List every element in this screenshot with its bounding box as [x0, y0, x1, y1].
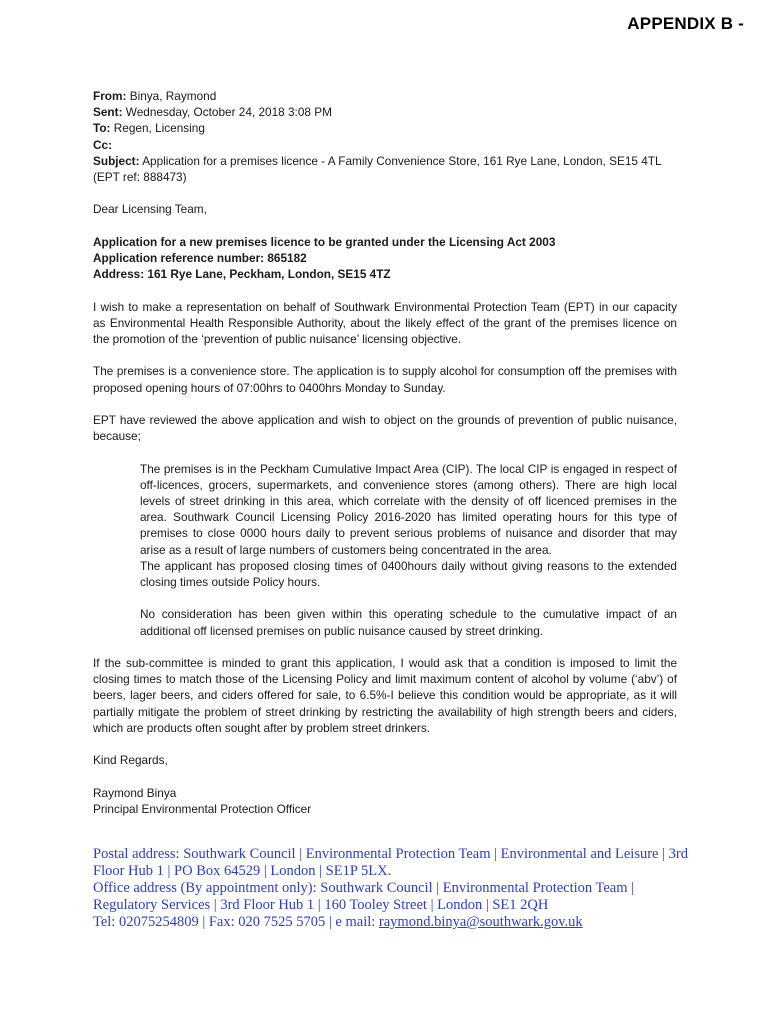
- signature-title: Principal Environmental Protection Officer: [93, 801, 312, 816]
- tel-fax: Tel: 02075254809 | Fax: 020 7525 5705 | e mail:: [93, 914, 379, 930]
- application-reference: Application reference number: 865182: [93, 251, 307, 265]
- from-value: Binya, Raymond: [129, 89, 217, 103]
- body-paragraph-3: EPT have reviewed the above application and wish to object on the grounds of prevention of public nuisance, because;: [93, 412, 677, 444]
- letter-content: [93, 88, 677, 817]
- cc-line: [93, 137, 677, 153]
- application-title: Application for a new premises licence to be granted under the Licensing Act 2003: [93, 234, 556, 249]
- sent-label: Sent:: [93, 105, 123, 120]
- tel-fax-line: [93, 914, 693, 931]
- objection-point-1: The premises is in the Peckham Cumulative Impact Area (CIP). The local CIP is engaged in respect of off-licences, grocers, supermarkets, and convenience stores (among others). There are high local levels of street drinking in this area, which correlate with the density of off licenced premises in the area. Southwark Council Licensing Policy 2016-2020 has limited operating hours for this type of premises to close 0000 hours daily to prevent serious problems of nuisance and disorder that may arise as a result of large numbers of customers being concentrated in the area.: [140, 461, 677, 557]
- subject-label: Subject:: [93, 153, 140, 168]
- postal-address: Postal address: Southwark Council | Environmental Protection Team | Environmental and Leisure | 3rd Floor Hub 1 | PO Box 64529 | London | SE1P 5LX.: [93, 846, 688, 879]
- from-line: [93, 88, 677, 104]
- email-header: [93, 88, 677, 185]
- closing: Kind Regards,: [93, 753, 168, 768]
- appendix-heading: APPENDIX B -: [627, 14, 744, 33]
- objection-point-3: No consideration has been given within this operating schedule to the cumulative impact of an additional off licensed premises on public nuisance caused by street drinking.: [140, 607, 677, 638]
- contact-footer: [93, 846, 693, 931]
- sent-line: [93, 104, 677, 120]
- greeting: Dear Licensing Team,: [93, 202, 207, 217]
- sent-value: Wednesday, October 24, 2018 3:08 PM: [125, 105, 332, 120]
- body-paragraph-4: If the sub-committee is minded to grant this application, I would ask that a condition is imposed to limit the closing times to match those of the Licensing Policy and limit maximum content of alcohol by volume (‘abv’) of beers, lager beers, and ciders offered for sale, to 6.5%-I believe this condition would be appropriate, as it will partially mitigate the problem of street drinking by restricting the availability of high strength beers and ciders, which are products often sought after by problem street drinkers.: [93, 655, 677, 735]
- objection-points: [140, 461, 677, 639]
- objection-point-2: The applicant has proposed closing times of 0400hours daily without giving reasons to the extended closing times outside Policy hours.: [140, 558, 677, 589]
- application-address: Address: 161 Rye Lane, Peckham, London, SE15 4TZ: [93, 267, 391, 282]
- to-value: Regen, Licensing: [113, 121, 205, 136]
- subject-value: Application for a premises licence - A Family Convenience Store, 161 Rye Lane, London, SE15 4TL (EPT ref: 888473): [93, 153, 662, 185]
- from-label: From:: [93, 89, 127, 103]
- email-link[interactable]: raymond.binya@southwark.gov.uk: [378, 914, 583, 930]
- application-block: [93, 234, 677, 283]
- to-label: To:: [93, 121, 111, 136]
- body-paragraph-1: I wish to make a representation on behalf of Southwark Environmental Protection Team (EPT) in our capacity as Environmental Health Responsible Authority, about the likely effect of the grant of the premises licence on the promotion of the ‘prevention of public nuisance’ licensing objective.: [93, 299, 677, 346]
- office-address: Office address (By appointment only): Southwark Council | Environmental Protection Team | Regulatory Services | 3rd Floor Hub 1 | 160 Tooley Street | London | SE1 2QH: [93, 880, 635, 913]
- to-line: [93, 120, 677, 136]
- signature-name: Raymond Binya: [93, 785, 177, 800]
- cc-label: Cc:: [93, 137, 113, 152]
- body-paragraph-2: The premises is a convenience store. The application is to supply alcohol for consumption off the premises with proposed opening hours of 07:00hrs to 0400hrs Monday to Sunday.: [93, 364, 677, 395]
- subject-line: [93, 153, 677, 185]
